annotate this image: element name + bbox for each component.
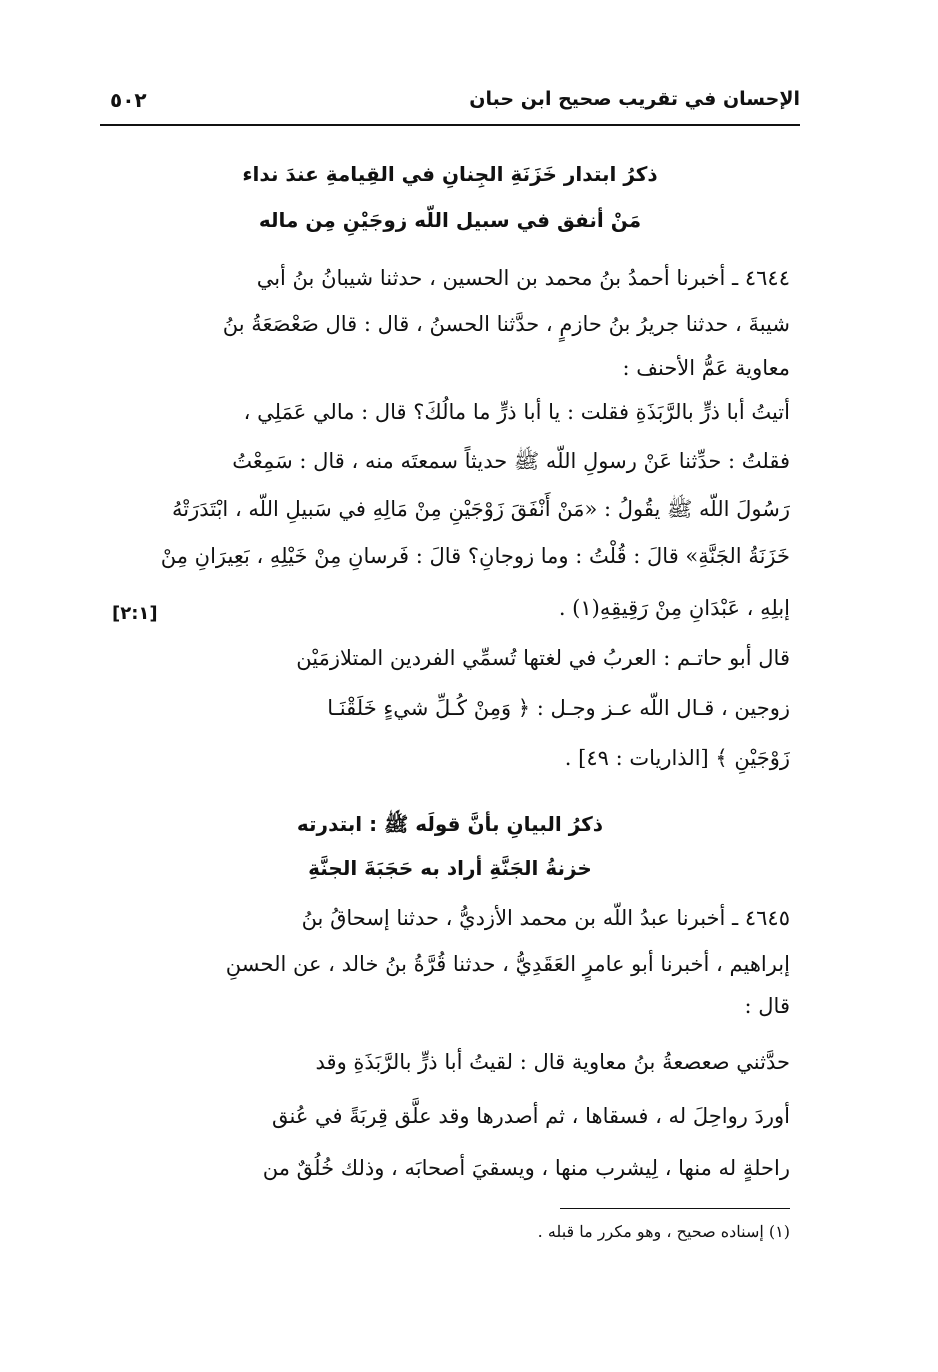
hadith-reference: [٢:١] — [112, 603, 158, 624]
matn-line: خَزَنَةُ الجَنَّةِ» قالَ : قُلْتُ : وما زوجانِ؟ قالَ : فَرسانِ مِنْ خَيْلِهِ ، بَعِيرَانِ مِنْ — [160, 544, 790, 568]
isnad-line: قال : — [744, 994, 790, 1018]
page-header — [100, 86, 800, 126]
isnad-line: ٤٦٤٥ ـ أخبرنا عبدُ اللّه بن محمد الأزديُّ ، حدثنا إسحاقُ بنُ — [301, 906, 790, 930]
isnad-line: ٤٦٤٤ ـ أخبرنا أحمدُ بنُ محمد بن الحسين ، حدثنا شيبانُ بنُ أبي — [256, 266, 790, 290]
commentary-line: زوجين ، قـال اللّه عـز وجـل : ﴿ وَمِنْ كُـلِّ شيءٍ خَلَقْنَـا — [327, 696, 790, 720]
matn-line: فقلتُ : حدِّثنا عَنْ رسولِ اللّه ﷺ حديثاً سمعتَه منه ، قال : سَمِعْتُ — [232, 449, 790, 473]
page-number: ٥٠٢ — [110, 88, 147, 112]
section-heading-line-2: خزنةُ الجَنَّةِ أراد به حَجَبَةَ الجنَّةِ — [308, 856, 592, 880]
isnad-line: معاوية عَمُّ الأحنف : — [622, 356, 790, 380]
matn-line: إبلِهِ ، عَبْدَانِ مِنْ رَقِيقِهِ(١) . — [558, 596, 790, 620]
section-heading-line-1: ذكرُ البيانِ بأنَّ قولَه ﷺ : ابتدرته — [296, 812, 604, 836]
matn-line: أوردَ رواحِلَ له ، فسقاها ، ثم أصدرها وقد علَّق قِربَةً في عُنق — [271, 1104, 790, 1128]
matn-line: أتيتُ أبا ذرٍّ بالرَّبَذَةِ فقلت : يا أبا ذرٍّ ما مالُكَ؟ قال : مالي عَمَلِي ، — [243, 400, 790, 424]
matn-line: رَسُولَ اللّه ﷺ يقُولُ : «مَنْ أَنْفَقَ زَوْجَيْنِ مِنْ مَالِهِ في سَبيلِ اللّه ، ابْتَدَرَتْهُ — [171, 497, 790, 521]
section-heading-line-1: ذكرُ ابتدار خَزَنَةِ الجِنانِ في القِيامةِ عندَ نداء — [242, 162, 658, 186]
book-title: الإحسان في تقريب صحيح ابن حبان — [469, 88, 800, 110]
matn-line: راحلةٍ له منها ، لِيشرب منها ، ويسقيَ أصحابَه ، وذلك خُلُقٌ من — [262, 1156, 790, 1180]
footnote: (١) إسناده صحيح ، وهو مكرر ما قبله . — [537, 1222, 790, 1241]
footnote-divider — [560, 1208, 790, 1209]
isnad-line: شيبةَ ، حدثنا جريرُ بنُ حازمٍ ، حدَّثنا الحسنُ ، قال : قال صَعْصَعَةُ بنُ — [222, 312, 790, 336]
commentary-line: زَوْجَيْنِ ﴾ [الذاريات : ٤٩] . — [564, 746, 790, 770]
matn-line: حدَّثني صعصعةُ بنُ معاوية قال : لقيتُ أبا ذرٍّ بالرَّبَذَةِ وقد — [315, 1050, 790, 1074]
isnad-line: إبراهيم ، أخبرنا أبو عامرٍ العَقَدِيُّ ، حدثنا قُرَّةُ بنُ خالد ، عن الحسنِ — [225, 952, 790, 976]
section-heading-line-2: مَنْ أنفق في سبيل اللّه زوجَيْنِ مِن ماله — [258, 208, 642, 232]
commentary-line: قال أبو حاتـم : العربُ في لغتها تُسمِّي الفردين المتلازمَيْن — [296, 646, 790, 670]
